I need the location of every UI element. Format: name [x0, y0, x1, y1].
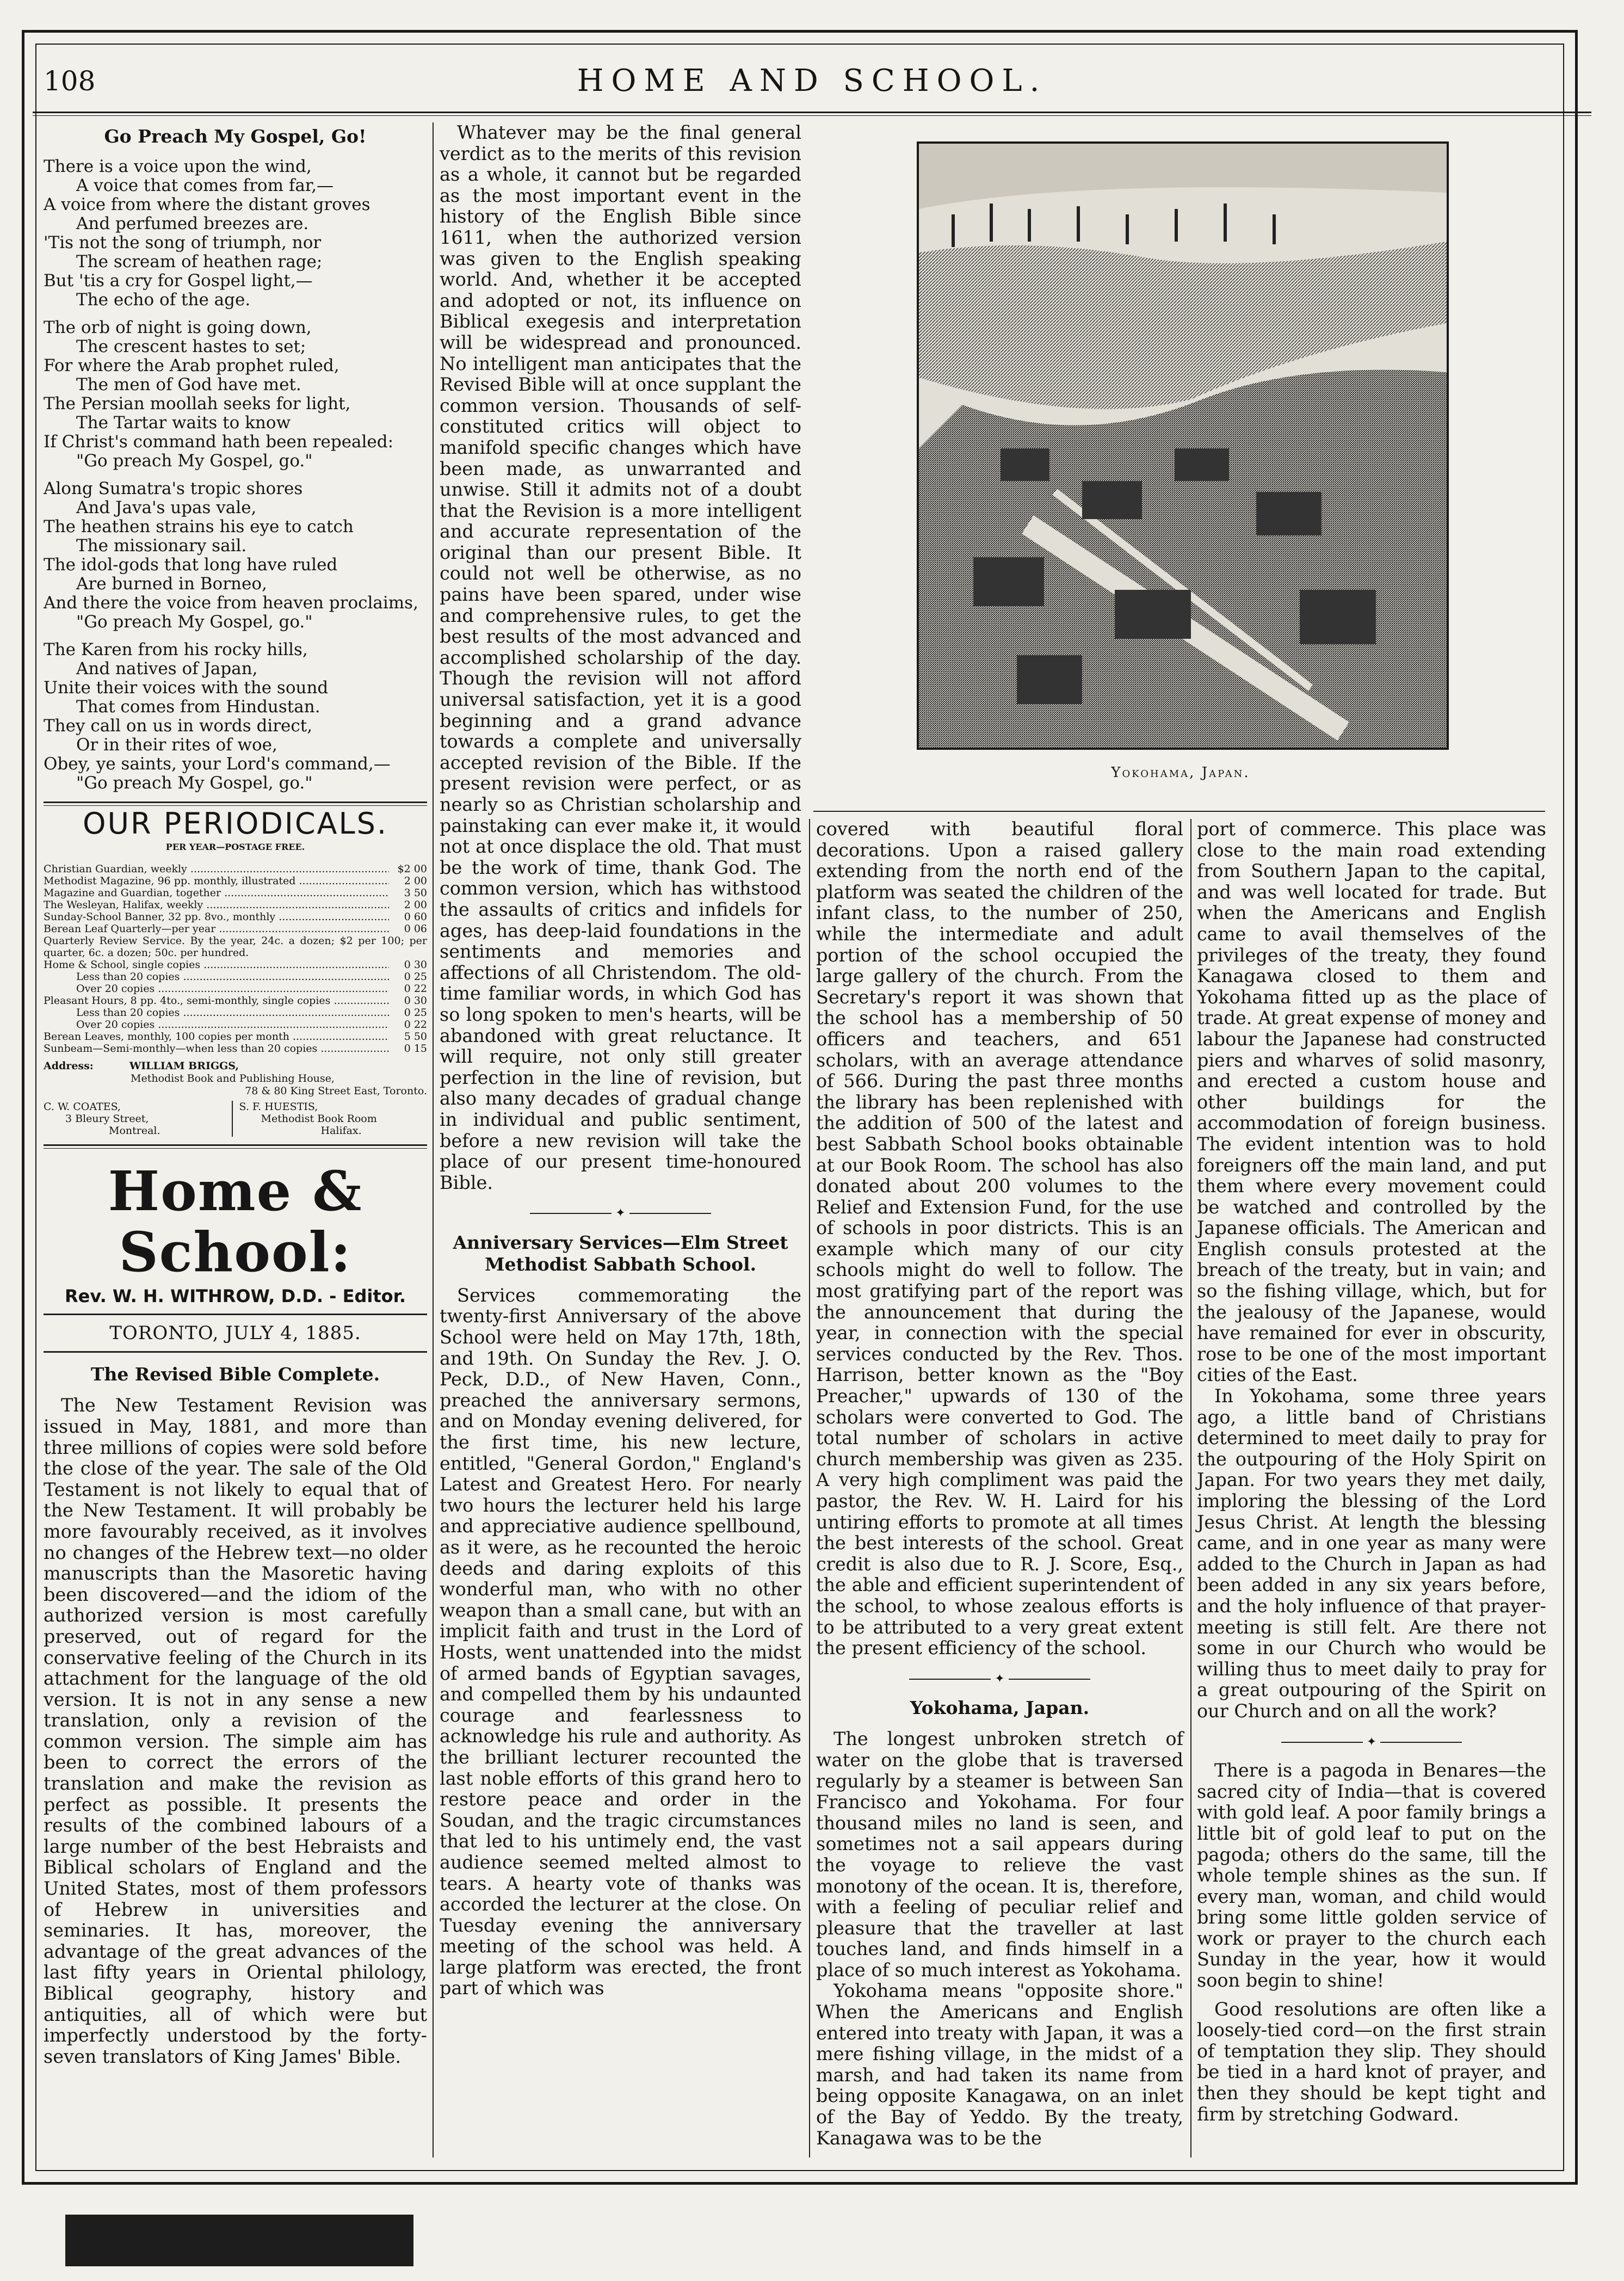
rate-row: [44, 995, 427, 1007]
scan-artifact: [65, 2215, 413, 2266]
rate-price: 5 50: [404, 1031, 427, 1043]
poem-line: That comes from Hindustan.: [76, 697, 320, 717]
rate-price: $2 00: [397, 863, 427, 876]
rate-row: [44, 1019, 427, 1031]
rate-price: 0 22: [404, 983, 427, 995]
poem-line: The Tartar waits to know: [76, 413, 291, 433]
article-3-para-1: The longest unbroken stretch of water on the globe that is traversed regularly by a steamer is between San Francisco and Yokohama. For four thousand miles no land is seen, and sometimes not a sail appears during the voyage to relieve the vast monotony of the ocean. It is, therefore, with a feeling of peculiar relief and pleasure that the traveller at last touches land, and finds himself in a place of so much interest as Yokohama.: [816, 1728, 1183, 1981]
rate-row: [44, 1031, 427, 1043]
poem: [44, 157, 427, 793]
rate-price: 2 00: [404, 899, 427, 911]
agent-halifax-name: S. F. HUESTIS,: [239, 1101, 318, 1113]
rate-row: [44, 899, 427, 911]
poem-line: And natives of Japan,: [76, 659, 258, 679]
rate-row: [44, 971, 427, 983]
rate-row: [44, 1007, 427, 1019]
section-rule: [44, 1144, 427, 1149]
poem-line: Obey, ye saints, your Lord's command,—: [44, 754, 391, 774]
article-3-title: Yokohama, Japan.: [910, 1697, 1090, 1719]
poem-line: For where the Arab prophet ruled,: [44, 356, 339, 375]
agent-montreal-city: Montreal.: [109, 1125, 160, 1137]
agent-halifax-city: Halifax.: [320, 1125, 362, 1137]
ornament-rule: ✦: [816, 1669, 1183, 1690]
poem-line: Or in their rites of woe,: [76, 735, 277, 755]
caption-rule: [813, 811, 1545, 812]
rate-row: [44, 887, 427, 899]
article-3-para-2-cont: port of commerce. This place was close to the main road extending from Southern Japan to the capital, and was well located for trade. But when the Americans and English came to avail themselves of the privileges of the treaty, they found Kanagawa closed to them and Yokohama fitted up as the place of trade. At great expense of money and labour the Japanese had constructed piers and wharves of solid masonry, and erected a custom house and other buildings for the accommodation of foreign business. The evident intention was to hold foreigners off the main land, and put them where every movement could be watched and controlled by the Japanese officials. The American and English consuls protested at the breach of the treaty, but in vain; and so the fishing village, which, but for the jealousy of the Japanese, would have remained for ever in obscurity, rose to be one of the most important cities of the East.: [1197, 818, 1546, 1386]
rate-label: Pleasant Hours, 8 pp. 4to., semi-monthly, single copies .....: [44, 995, 389, 1007]
poem-line: The Karen from his rocky hills,: [44, 640, 308, 659]
rate-row: [44, 983, 427, 995]
poem-line: But 'tis a cry for Gospel light,—: [44, 271, 313, 291]
rate-label: Berean Leaves, monthly, 100 copies per month .....: [44, 1031, 389, 1043]
pagoda-paragraph: There is a pagoda in Benares—the sacred city of India—that is covered with gold leaf. A poor family brings a little bit of gold leaf to put on the pagoda; others do the same, till the whole temple shines as the sun. If every man, woman, and child would bring some little golden service of work or prayer to the church each Sunday in the year, how it would soon begin to shine!: [1197, 1760, 1546, 1992]
page-header: [33, 60, 1591, 107]
address-label: Address:: [44, 1060, 94, 1072]
rate-label: Home & School, single copies .....: [44, 959, 389, 971]
quarterly-note: Quarterly Review Service. By the year, 24c. a dozen; $2 per 100; per quarter, 6c. a dozen; 50c. per hundred.: [44, 935, 427, 959]
agent-montreal-street: 3 Bleury Street,: [65, 1113, 149, 1125]
agent-halifax: [232, 1101, 428, 1137]
column-4: [1197, 819, 1546, 2125]
address-line-1: Methodist Book and Publishing House,: [131, 1072, 335, 1085]
rate-row: [44, 1043, 427, 1055]
harbour-engraving-icon: [919, 144, 1447, 748]
poem-line: Unite their voices with the sound: [44, 678, 329, 698]
agents-row: [44, 1101, 427, 1137]
article-2-title: Anniversary Services—Elm Street Methodist Sabbath School.: [453, 1231, 788, 1275]
column-rule-3: [1190, 819, 1191, 2157]
rate-label: Less than 20 copies .....: [44, 971, 389, 983]
rate-label: Sunday-School Banner, 32 pp. 8vo., monthly .....: [44, 911, 389, 923]
poem-line: The men of God have met.: [76, 375, 301, 394]
poem-line: And perfumed breezes are.: [76, 214, 309, 233]
poem-line: The missionary sail.: [76, 536, 247, 556]
article-1-title: The Revised Bible Complete.: [90, 1364, 380, 1385]
poem-line: They call on us in words direct,: [44, 716, 313, 736]
poem-line: And Java's upas vale,: [76, 498, 257, 517]
rate-row: [44, 875, 427, 887]
header-rule: [33, 112, 1591, 116]
rate-price: 0 22: [404, 1019, 427, 1031]
ornament-rule: ✦: [1197, 1732, 1546, 1753]
rate-price: 0 30: [404, 959, 427, 971]
periodicals-title: OUR PERIODICALS.: [82, 806, 388, 841]
resolutions-paragraph: Good resolutions are often like a loosely-tied cord—on the first strain of temptation they slip. They should be tied in a hard knot of prayer, and then they should be kept tight and firm by stretching Godward.: [1197, 1998, 1546, 2125]
rate-row: [44, 923, 427, 935]
poem-line: "Go preach My Gospel, go.": [76, 773, 313, 793]
poem-line: The idol-gods that long have ruled: [44, 555, 338, 575]
rate-label: Less than 20 copies .....: [44, 1007, 389, 1019]
poem-line: Are burned in Borneo,: [76, 574, 267, 594]
ornament-rule: ✦: [440, 1203, 801, 1224]
column-rule-1: [433, 122, 434, 2157]
column-1: [44, 122, 427, 2067]
illustration-caption: Yokohama, Japan.: [1111, 765, 1250, 781]
section-rule: [44, 802, 427, 806]
agent-halifax-street: Methodist Book Room: [261, 1113, 377, 1125]
rate-label: Over 20 copies .....: [44, 983, 389, 995]
poem-stanza: [44, 479, 427, 632]
rate-row: [44, 863, 427, 875]
rate-price: 2 00: [404, 875, 427, 887]
poem-title: Go Preach My Gospel, Go!: [104, 126, 367, 147]
article-1-para-2: Whatever may be the final general verdict as to the merits of this revision as a whole, it cannot but be regarded as the most important event in the history of the English Bible since 1611, when the authorized version was given to the English speaking world. And, whether it be accepted and adopted or not, its influence on Biblical exegesis and interpretation will be widespread and pronounced. No intelligent man anticipates that the Revised Bible will at once supplant the common version. Thousands of self-constituted critics will object to manifold specific changes which have been made, as unwarranted and unwise. Still it admits not of a doubt that the Revision is a more intelligent and accurate representation of the original than our present Bible. It could not well be otherwise, as no pains have been spared, under wise and comprehensive rules, to get the best results of the most advanced and accomplished scholarship of the day. Though the revision will not afford universal satisfaction, yet it is a good beginning and a grand advance towards a complete and universally accepted revision of the Bible. If the present revision were perfect, or as nearly so as Christian scholarship and painstaking can ever make it, it would not at once displace the old. That must be the work of time, thank God. The common version, which has withstood the assaults of critics and infidels for ages, has deep-laid foundations in the sentiments and memories and affections of all Christendom. The old-time familiar words, in which God has so long spoken to men's hearts, will be abandoned with great reluctance. It will require, not only still greater perfection in the line of revision, but also many decades of gradual change in individual and public sentiment, before a new revision will take the place of our present time-honoured Bible.: [440, 122, 801, 1193]
rate-row: [44, 959, 427, 971]
hs-rates-list: [44, 959, 427, 1055]
article-1-para-1: The New Testament Revision was issued in May, 1881, and more than three millions of copies were sold before the close of the year. The sale of the Old Testament is not likely to equal that of the New Testament. It will probably be more favourably received, as it involves no changes of the Hebrew text—no older manuscripts than the Masoretic having been discovered—and the idiom of the authorized version is most carefully preserved, out of regard for the conservative feeling of the Church in its attachment for the language of the old version. It is not in any sense a new translation, only a revision of the common version. The simple aim has been to correct the errors of the translation and make the revision as perfect as possible. It presents the results of the combined labours of a large number of the best Hebraists and Biblical scholars of England and the United States, most of them professors of Hebrew in universities and seminaries. It has, moreover, the advantage of the great advances of the last fifty years in Oriental philology, Biblical geography, history and antiquities, all of which were but imperfectly understood by the forty-seven translators of King James' Bible.: [44, 1395, 427, 2067]
rate-label: Sunbeam—Semi-monthly—when less than 20 copies .....: [44, 1043, 389, 1055]
rate-price: 0 15: [404, 1043, 427, 1055]
poem-line: The echo of the age.: [76, 290, 251, 310]
poem-line: The Persian moollah seeks for light,: [44, 394, 351, 414]
rate-row: [44, 911, 427, 923]
poem-stanza: [44, 640, 427, 793]
agent-montreal: [44, 1101, 232, 1137]
article-2-para-1-cont: covered with beautiful floral decorations. Upon a raised gallery extending from the north end of the platform was seated the children of the infant class, to the number of 250, while the intermediate and adult portion of the school occupied the large gallery of the church. From the Secretary's report it was shown that the school has a membership of 50 officers and teachers, and 651 scholars, with an average attendance of 566. During the past three months the library has been replenished with the addition of 500 of the latest and best Sabbath School books obtainable at our Book Room. The school has also donated about 200 volumes to the Relief and Extension Fund, for the use of schools in poor districts. This is an example which many of our city schools might do well to follow. The most gratifying part of the report was the announcement that during the year, in connection with the special services conducted by the Rev. Thos. Harrison, better known as the "Boy Preacher," upwards of 130 of the scholars were converted to God. The total number of scholars in active church membership was given as 235. A very high compliment was paid the pastor, the Rev. W. H. Laird for his untiring efforts to promote at all times the best interests of the school. Great credit is also due to R. J. Score, Esq., the able and efficient superintendent of the school, to whose zealous efforts is to be attributed to a very great extent the present efficiency of the school.: [816, 818, 1183, 1659]
periodicals-subtitle: PER YEAR—POSTAGE FREE.: [165, 841, 305, 852]
column-rule-2: [809, 819, 810, 2157]
poem-line: The scream of heathen rage;: [76, 252, 323, 272]
column-2: [440, 122, 801, 1999]
masthead: Home & School:: [108, 1159, 363, 1285]
article-3-para-2: Yokohama means "opposite shore." When the Americans and English entered into treaty with Japan, it was a mere fishing village, in the midst of a marsh, and had taken its name from being opposite Kanagawa, on an inlet of the Bay of Yeddo. By the treaty, Kanagawa was to be the: [816, 1980, 1183, 2149]
poem-line: There is a voice upon the wind,: [44, 157, 312, 176]
address-line-2: 78 & 80 King Street East, Toronto.: [245, 1085, 427, 1098]
rate-label: Over 20 copies .....: [44, 1019, 389, 1031]
agent-montreal-name: C. W. COATES,: [44, 1101, 121, 1113]
rate-price: 0 06: [404, 923, 427, 935]
poem-stanza: [44, 157, 427, 310]
poem-line: A voice that comes from far,—: [76, 176, 334, 195]
yokohama-illustration: [917, 141, 1449, 750]
poem-line: Along Sumatra's tropic shores: [44, 479, 303, 498]
rate-price: 0 60: [404, 911, 427, 923]
poem-line: And there the voice from heaven proclaims,: [44, 593, 418, 613]
rate-label: Methodist Magazine, 96 pp. monthly, illustrated .....: [44, 875, 389, 887]
journal-title: HOME AND SCHOOL.: [577, 63, 1047, 98]
rate-price: 0 25: [404, 971, 427, 983]
page-number: 108: [44, 65, 96, 97]
rate-price: 3 50: [404, 887, 427, 899]
poem-line: "Go preach My Gospel, go.": [76, 612, 313, 632]
poem-stanza: [44, 318, 427, 471]
poem-line: A voice from where the distant groves: [44, 195, 371, 214]
address-block: [44, 1060, 427, 1098]
address-name: WILLIAM BRIGGS,: [129, 1060, 239, 1072]
poem-line: If Christ's command hath been repealed:: [44, 432, 394, 452]
rate-price: 0 30: [404, 995, 427, 1007]
rate-label: Magazine and Guardian, together .....: [44, 887, 389, 899]
poem-line: "Go preach My Gospel, go.": [76, 451, 313, 471]
rate-label: Christian Guardian, weekly .....: [44, 863, 389, 875]
dateline: TORONTO, JULY 4, 1885.: [44, 1314, 427, 1353]
column-3: [816, 819, 1183, 2149]
rate-label: Berean Leaf Quarterly—per year .....: [44, 923, 389, 935]
rate-price: 0 25: [404, 1007, 427, 1019]
poem-line: 'Tis not the song of triumph, nor: [44, 233, 322, 252]
rates-list: [44, 863, 427, 935]
rate-label: The Wesleyan, Halifax, weekly .....: [44, 899, 389, 911]
article-3-para-3: In Yokohama, some three years ago, a little band of Christians determined to meet daily to pray for the outpouring of the Holy Spirit on Japan. For two years they met daily, imploring the blessing of the Lord Jesus Christ. At length the blessing came, and in one year as many were added to the Church in Japan as had been added in any six years before, and the holy influence of that prayer-meeting is still felt. Are there not some in our Church who would be willing thus to meet daily to pray for a great outpouring of the Spirit on our Church and on all the work?: [1197, 1385, 1546, 1722]
poem-line: The crescent hastes to set;: [76, 337, 306, 356]
article-2-para-1: Services commemorating the twenty-first Anniversary of the above School were held on May 17th, 18th, and 19th. On Sunday the Rev. J. O. Peck, D.D., of New Haven, Conn., preached the anniversary sermons, and on Monday evening delivered, for the first time, his new lecture, entitled, "General Gordon," England's Latest and Greatest Hero. For nearly two hours the lecturer held his large and appreciative audience spellbound, as it were, as he recounted the heroic deeds and daring exploits of this wonderful man, who with no other weapon than a small cane, but with an implicit faith and trust in the Lord of Hosts, went unattended into the midst of armed bands of Egyptian savages, and compelled them by his undaunted courage and fearlessness to acknowledge his rule and authority. As the brilliant lecturer recounted the last noble efforts of this grand hero to restore peace and order in the Soudan, and the tragic circumstances that led to his untimely end, the vast audience seemed melted almost to tears. A hearty vote of thanks was accorded the lecturer at the close. On Tuesday evening the anniversary meeting of the school was held. A large platform was erected, the front part of which was: [440, 1284, 801, 1999]
poem-line: The orb of night is going down,: [44, 318, 312, 337]
editor-line: Rev. W. H. WITHROW, D.D. - Editor.: [65, 1286, 406, 1307]
poem-line: The heathen strains his eye to catch: [44, 517, 354, 537]
